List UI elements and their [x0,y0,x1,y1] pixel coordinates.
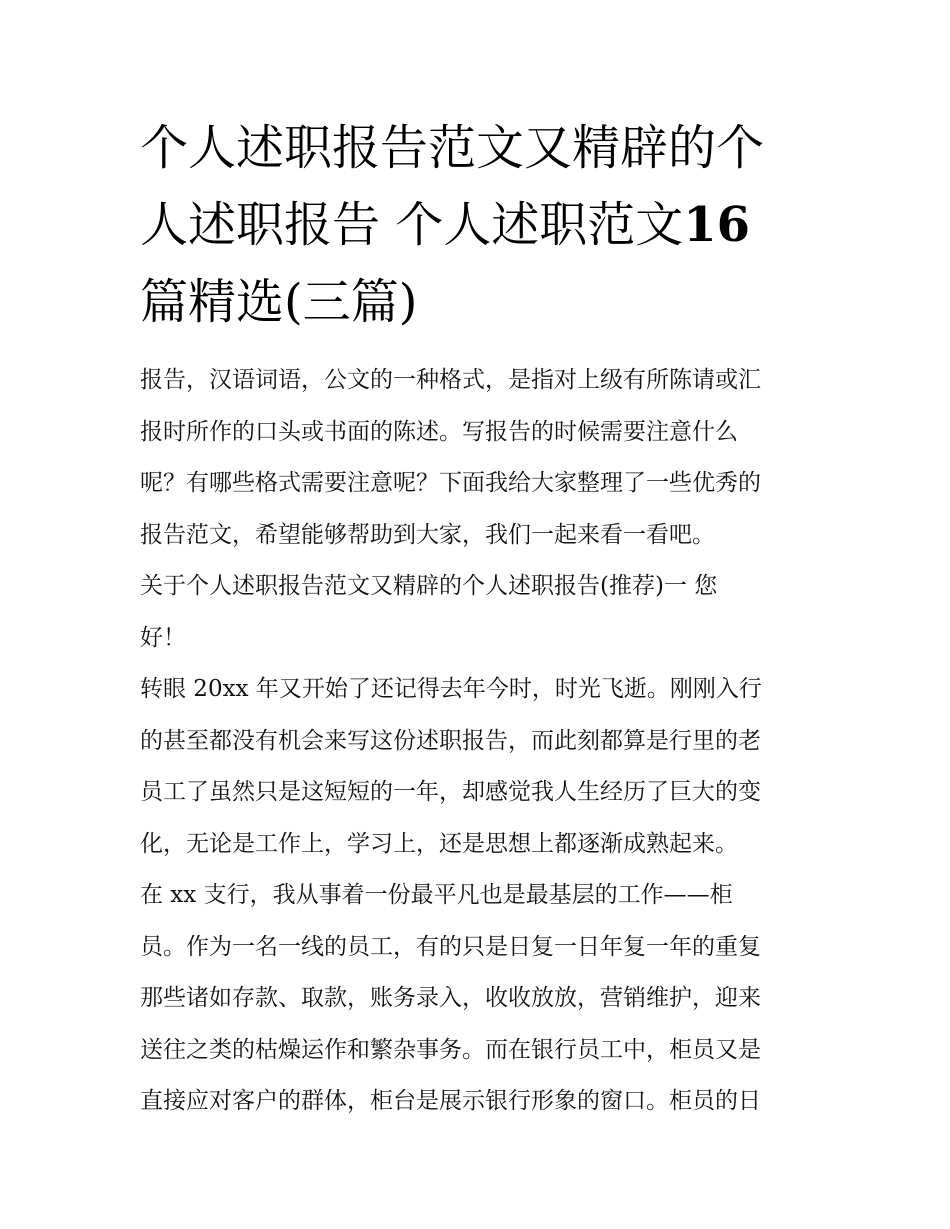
body-line: 在 xx 支行，我从事着一份最平凡也是最基层的工作——柜 [140,882,733,908]
body-line: 转眼 20xx 年又开始了还记得去年今时，时光飞逝。刚刚入行 [140,676,762,702]
body-line: 关于个人述职报告范文又精辟的个人述职报告(推荐)一 您 [140,573,718,599]
body-line: 直接应对客户的群体，柜台是展示银行形象的窗口。柜员的日 [140,1088,761,1114]
body-line: 员。作为一名一线的员工，有的只是日复一日年复一年的重复 [140,933,761,960]
body-line: 报时所作的口头或书面的陈述。写报告的时候需要注意什么 [140,418,738,445]
document-title [140,110,820,341]
title-number: 16 [683,197,751,253]
body-line: 送往之类的枯燥运作和繁杂事务。而在银行员工中，柜员又是 [140,1036,761,1063]
body-line: 呢？有哪些格式需要注意呢？下面我给大家整理了一些优秀的 [140,470,761,496]
title-line-2 [140,187,820,264]
body-line: 那些诸如存款、取款，账务录入，收收放放，营销维护，迎来 [140,985,761,1011]
document-body [140,355,830,1128]
body-line: 员工了虽然只是这短短的一年，却感觉我人生经历了巨大的变 [140,779,761,805]
body-line: 化，无论是工作上，学习上，还是思想上都逐渐成熟起来。 [140,830,738,857]
title-line-1: 个人述职报告范文又精辟的个 [140,120,765,176]
body-line: 的甚至都没有机会来写这份述职报告，而此刻都算是行里的老 [140,727,761,754]
body-line: 报告，汉语词语，公文的一种格式，是指对上级有所陈请或汇 [140,367,761,393]
body-line: 好！ [140,624,186,651]
body-line: 报告范文，希望能够帮助到大家，我们一起来看一看吧。 [140,521,715,548]
title-line-3: 篇精选(三篇) [140,274,418,330]
title-line-2-text: 人述职报告 个人述职范文 [140,197,684,253]
